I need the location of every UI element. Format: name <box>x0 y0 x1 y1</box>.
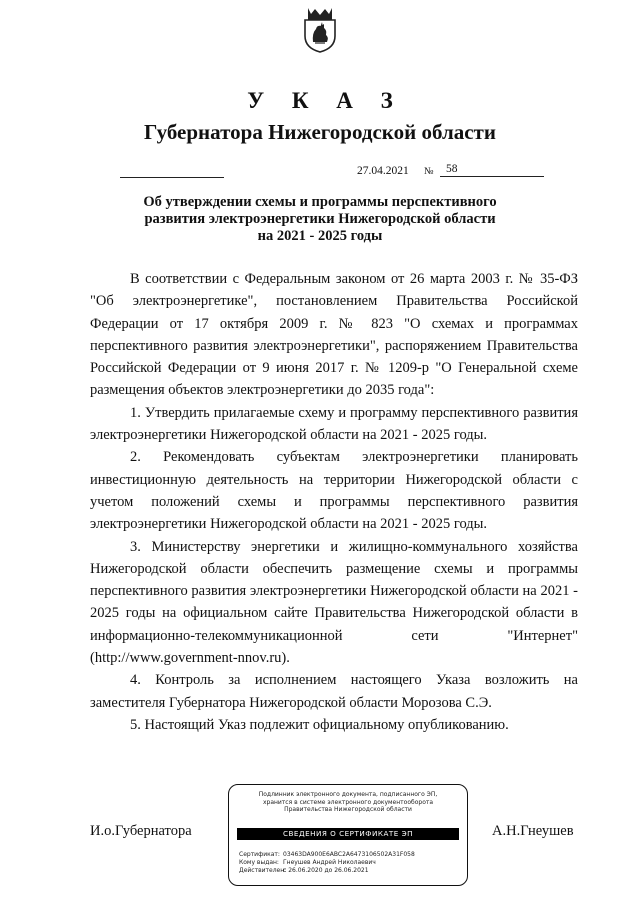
stamp-note <box>229 791 467 814</box>
clause-paragraph: 4. Контроль за исполнением настоящего Указа возложить на заместителя Губернатора Нижегородской области Морозова С.Э. <box>90 672 578 711</box>
issuer-title: Губернатора Нижегородской области <box>144 120 496 144</box>
valid-value: с 26.06.2020 до 26.06.2021 <box>283 867 369 874</box>
issued-row <box>239 859 415 867</box>
coat-of-arms-icon <box>302 6 338 54</box>
document-number: 58 <box>440 163 544 177</box>
clause-paragraph: 2. Рекомендовать субъектам электроэнергетики планировать инвестиционную деятельность на территории Нижегородской области с учетом положений схемы и программы перспективного развития электроэнергетики Нижегородской области на 2021 - 2025 годы. <box>90 449 578 533</box>
clause-paragraph: 3. Министерству энергетики и жилищно-коммунального хозяйства Нижегородской области обеспечить размещение схемы и программы перспективного развития электроэнергетики Нижегородской области на 2021 - 2025 годы на официальном сайте Правительства Нижегородской области в информационно-телекоммуникационной сети "Интернет" (http://www.government-nnov.ru). <box>90 538 578 667</box>
issued-label: Кому выдан: <box>239 859 279 866</box>
signatory-title: И.о.Губернатора <box>90 823 192 839</box>
valid-row <box>239 867 415 875</box>
certificate-label: Сертификат: <box>239 851 280 858</box>
document-body <box>90 268 578 736</box>
stamp-header-bar: СВЕДЕНИЯ О СЕРТИФИКАТЕ ЭП <box>237 828 459 840</box>
heading-line: развития электроэнергетики Нижегородской области <box>144 211 496 227</box>
document-title: У К А З <box>247 88 404 113</box>
stamp-note-line: Подлинник электронного документа, подписанного ЭП, <box>258 791 438 798</box>
certificate-row <box>239 851 415 859</box>
document-date: 27.04.2021 <box>357 165 409 177</box>
document-heading <box>0 194 640 245</box>
registration-line <box>120 177 224 178</box>
stamp-note-line: Правительства Нижегородской области <box>284 806 412 813</box>
signatory-name: А.Н.Гнеушев <box>492 823 574 839</box>
clause-paragraph: 1. Утвердить прилагаемые схему и программу перспективного развития электроэнергетики Нижегородской области на 2021 - 2025 годы. <box>90 404 578 444</box>
preamble-paragraph: В соответствии с Федеральным законом от 26 марта 2003 г. № 35-ФЗ "Об электроэнергетике", постановлением Правительства Российской Федерации от 17 октября 2009 г. № 823 "О схемах и программах перспективного развития электроэнергетики", распоряжением Правительства Российской Федерации от 9 июня 2017 г. № 1209-р "О Генеральной схеме размещения объектов электроэнергетики до 2035 года": <box>90 271 578 399</box>
stamp-note-line: хранится в системе электронного документооборота <box>262 798 434 806</box>
valid-label: Действителен: <box>239 867 287 874</box>
clause-paragraph: 5. Настоящий Указ подлежит официальному опубликованию. <box>130 716 509 733</box>
number-sign: № <box>424 166 434 177</box>
certificate-details <box>239 851 415 875</box>
heading-line: Об утверждении схемы и программы перспективного <box>143 194 497 210</box>
issued-value: Гнеушев Андрей Николаевич <box>283 859 376 866</box>
certificate-value: 03463DA900E6ABC2A6473106502A31F058 <box>283 851 415 858</box>
heading-line: на 2021 - 2025 годы <box>257 228 383 244</box>
electronic-signature-stamp <box>228 784 468 886</box>
